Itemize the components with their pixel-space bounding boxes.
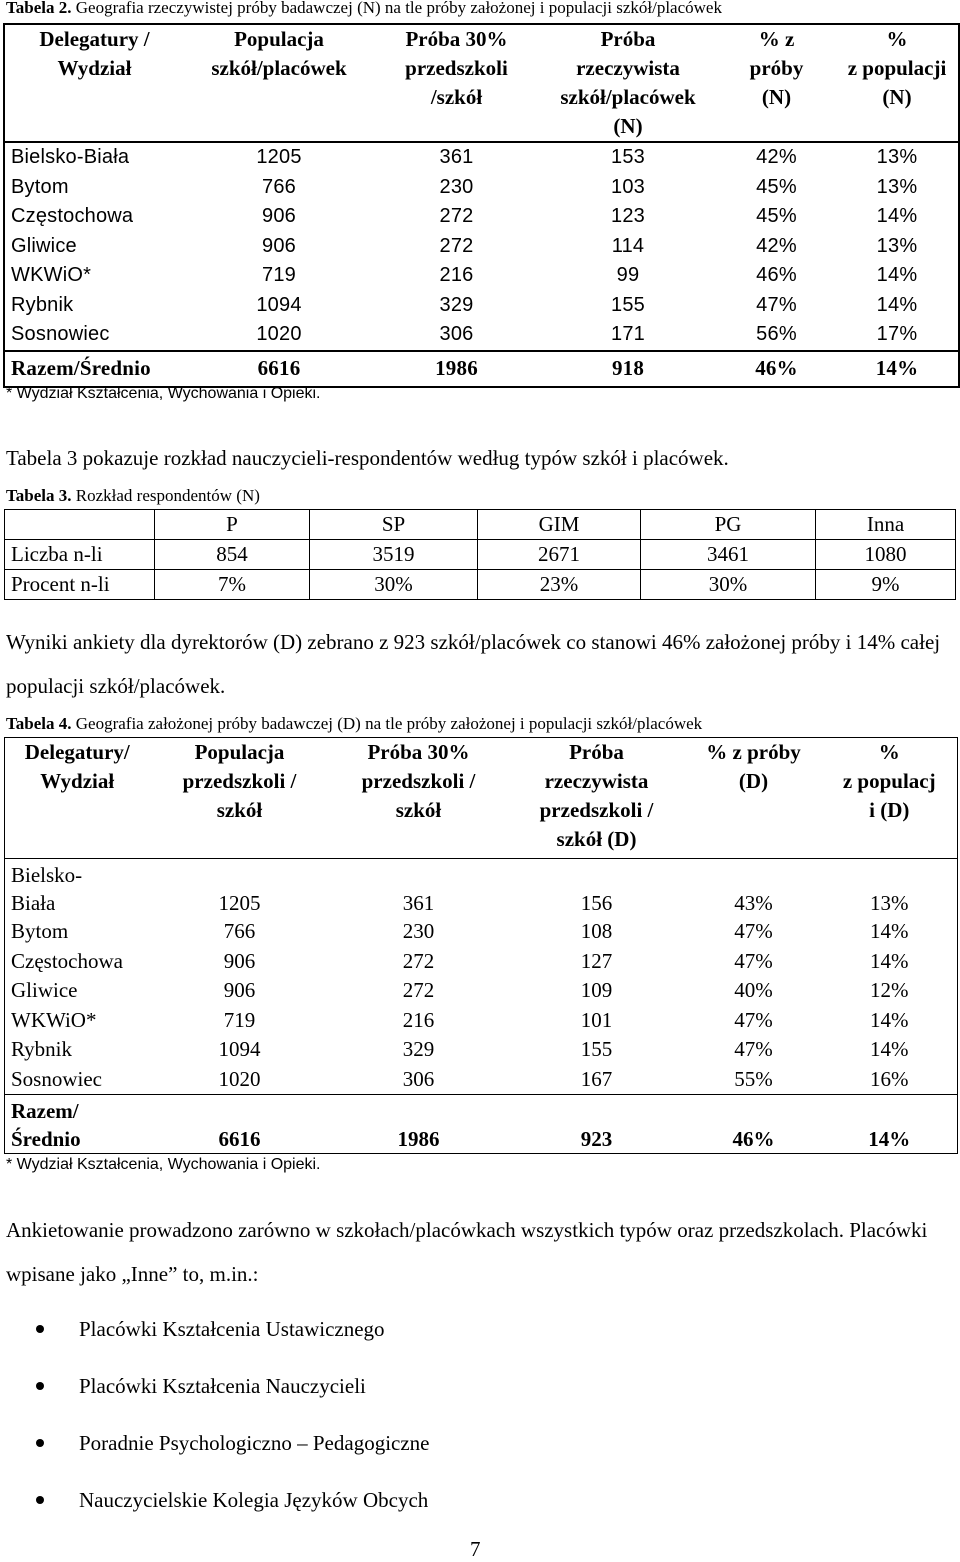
table-cell: 16% xyxy=(870,1066,909,1091)
header-line: Próba 30% xyxy=(405,27,508,51)
table-cell: 766 xyxy=(262,175,296,198)
table-cell: Rybnik xyxy=(11,1037,73,1062)
table-cell: 153 xyxy=(611,146,645,169)
table-cell: 155 xyxy=(580,1037,613,1062)
table4-caption xyxy=(6,714,702,734)
table-cell: 361 xyxy=(402,891,435,915)
table-cell xyxy=(5,1095,150,1154)
cell-line: Razem/ xyxy=(11,1099,79,1123)
header-line: przedszkoli xyxy=(405,56,508,80)
table3-header-cell: SP xyxy=(310,510,478,540)
table-cell: 114 xyxy=(611,234,645,257)
table-cell: 47% xyxy=(734,1007,773,1032)
table3-caption xyxy=(6,486,260,506)
header-line: szkół xyxy=(216,798,263,822)
table-cell: 329 xyxy=(439,293,474,316)
table-cell: 46% xyxy=(686,1095,822,1154)
paragraph-survey-types: Ankietowanie prowadzono zarówno w szkołach/placówkach wszystkich typów oraz przedszkolach. Placówki wpisane jako „Inne” to, m.in.: xyxy=(6,1218,928,1286)
table-cell: 123 xyxy=(611,205,645,228)
table4-header-cell xyxy=(686,738,822,859)
header-line: % z xyxy=(758,27,795,51)
table-cell: 272 xyxy=(402,948,435,973)
table-cell: 216 xyxy=(402,1007,435,1032)
table-cell: 14% xyxy=(870,919,909,944)
table-cell: Liczba n-li xyxy=(5,540,155,570)
table4-body xyxy=(5,859,958,1154)
table-row xyxy=(5,1035,958,1065)
table-cell: 1020 xyxy=(218,1066,261,1091)
table2-header-row xyxy=(4,24,959,142)
table-cell: 719 xyxy=(223,1007,256,1032)
table4-header-cell xyxy=(822,738,958,859)
header-line: przedszkoli / xyxy=(182,769,297,793)
table2-header-cell xyxy=(4,24,184,142)
header-line: (D) xyxy=(738,769,769,793)
table2-header-cell xyxy=(539,24,717,142)
table-cell: WKWiO* xyxy=(11,264,92,287)
header-line: Wydział xyxy=(57,56,132,80)
table-cell: 127 xyxy=(580,948,613,973)
table3-caption-text: Rozkład respondentów (N) xyxy=(75,486,260,505)
table-cell: 47% xyxy=(734,948,773,973)
table-cell: 216 xyxy=(439,264,474,287)
table-cell: 47% xyxy=(756,293,797,316)
header-line: szkół xyxy=(395,798,442,822)
table-cell: 30% xyxy=(641,570,816,600)
table4-header-cell xyxy=(508,738,686,859)
list-item-text: Placówki Kształcenia Ustawicznego xyxy=(79,1317,385,1341)
table-cell: 906 xyxy=(262,205,296,228)
list-item xyxy=(34,1478,430,1535)
table-cell: Sosnowiec xyxy=(11,1066,102,1091)
table-cell: 230 xyxy=(439,175,474,198)
header-line: Delegatury / xyxy=(39,27,150,51)
table4-header-row xyxy=(5,738,958,859)
table-cell: 306 xyxy=(439,323,474,346)
table-cell: 46% xyxy=(756,264,797,287)
paragraph-directors: Wyniki ankiety dla dyrektorów (D) zebrano z 923 szkół/placówek co stanowi 46% założonej próby i 14% całej populacji szkół/placówek. xyxy=(6,630,941,698)
table-cell: 56% xyxy=(756,323,797,346)
table-cell: Razem/Średnio xyxy=(4,351,184,387)
table-cell: 40% xyxy=(734,978,773,1003)
table4-footnote: * Wydział Kształcenia, Wychowania i Opieki. xyxy=(6,1156,321,1173)
table-cell: 329 xyxy=(402,1037,435,1062)
header-line: % z próby xyxy=(706,740,801,764)
table2-header xyxy=(4,24,959,142)
header-line: Populacja xyxy=(194,740,285,764)
table-cell: 45% xyxy=(756,175,797,198)
list-item-text: Placówki Kształcenia Nauczycieli xyxy=(79,1374,366,1398)
table-cell: 1080 xyxy=(816,540,956,570)
bullet-list xyxy=(34,1307,430,1535)
list-item xyxy=(34,1421,430,1478)
table3-header-row xyxy=(5,510,956,540)
paragraph-table3-intro: Tabela 3 pokazuje rozkład nauczycieli-respondentów według typów szkół i placówek. xyxy=(6,446,729,470)
table4 xyxy=(4,737,958,1154)
table-row xyxy=(5,570,956,600)
list-item xyxy=(34,1307,430,1364)
table3-header-cell xyxy=(5,510,155,540)
header-line: z populacji xyxy=(847,56,947,80)
table-cell: 906 xyxy=(223,948,256,973)
table2-header-cell xyxy=(836,24,959,142)
table4-header-cell xyxy=(150,738,330,859)
table-cell: 6616 xyxy=(184,351,374,387)
table3-header-cell: PG xyxy=(641,510,816,540)
header-line: przedszkoli / xyxy=(361,769,476,793)
table-cell: 361 xyxy=(439,146,474,169)
table-cell: Sosnowiec xyxy=(11,323,110,346)
table-row xyxy=(4,173,959,203)
table3-header-cell: Inna xyxy=(816,510,956,540)
table-row xyxy=(5,1006,958,1036)
table4-caption-text: Geografia założonej próby badawczej (D) na tle próby założonej i populacji szkół/placówek xyxy=(75,714,703,733)
table-cell: 854 xyxy=(155,540,310,570)
table-cell: Procent n-li xyxy=(5,570,155,600)
table-cell: 923 xyxy=(508,1095,686,1154)
table-cell: 171 xyxy=(611,323,645,346)
table2-caption-text: Geografia rzeczywistej próby badawczej (N) na tle próby założonej i populacji szkół/placówek xyxy=(75,0,722,17)
header-line: (N) xyxy=(882,85,912,109)
table-cell: 101 xyxy=(580,1007,613,1032)
table-cell: 47% xyxy=(734,1037,773,1062)
header-line: % xyxy=(886,27,908,51)
table-cell: 1020 xyxy=(256,323,302,346)
table-cell: 14% xyxy=(870,1037,909,1062)
table-cell: 766 xyxy=(223,919,256,944)
table3-header-cell: P xyxy=(155,510,310,540)
table3 xyxy=(4,509,956,600)
header-line: rzeczywista xyxy=(576,56,680,80)
cell-line: Biała xyxy=(11,891,56,915)
table-cell: 17% xyxy=(876,323,918,346)
header-line: i (D) xyxy=(869,798,910,822)
table2-header-cell xyxy=(184,24,374,142)
header-line: Delegatury/ xyxy=(24,740,130,764)
header-line: szkół/placówek xyxy=(211,56,347,80)
table4-caption-label: Tabela 4. xyxy=(6,714,72,733)
table-cell: 2671 xyxy=(478,540,641,570)
table2-caption-label: Tabela 2. xyxy=(6,0,72,17)
table2-body xyxy=(4,142,959,387)
table-cell: Gliwice xyxy=(11,978,78,1003)
table-cell: 1094 xyxy=(256,293,302,316)
table-cell: 14% xyxy=(870,948,909,973)
table-cell: 1986 xyxy=(374,351,539,387)
table-total-row xyxy=(5,1095,958,1154)
table-row xyxy=(5,1065,958,1095)
table-row xyxy=(4,142,959,173)
header-line: /szkół xyxy=(430,85,483,109)
table-cell: 719 xyxy=(262,264,296,287)
table-cell: 14% xyxy=(876,293,918,316)
table-cell: 906 xyxy=(262,234,296,257)
table-row xyxy=(4,202,959,232)
table-row xyxy=(5,976,958,1006)
table-cell: 6616 xyxy=(150,1095,330,1154)
table3-header-cell: GIM xyxy=(478,510,641,540)
table-cell: 42% xyxy=(756,234,797,257)
table-cell: 918 xyxy=(539,351,717,387)
table-cell: 1205 xyxy=(218,891,261,915)
header-line: Próba 30% xyxy=(367,740,470,764)
table-cell: 306 xyxy=(402,1066,435,1091)
table2-footnote: * Wydział Kształcenia, Wychowania i Opieki. xyxy=(6,385,321,402)
table-cell: 43% xyxy=(734,891,773,915)
header-line: Wydział xyxy=(40,769,115,793)
bullet-icon xyxy=(36,1439,44,1447)
table-cell: 109 xyxy=(580,978,613,1003)
header-line: (N) xyxy=(613,114,643,138)
table-cell: Gliwice xyxy=(11,234,77,257)
table-cell: 14% xyxy=(836,351,959,387)
table-cell: 14% xyxy=(876,205,918,228)
table2 xyxy=(3,23,960,388)
table-cell: 103 xyxy=(611,175,645,198)
table-cell: 55% xyxy=(734,1066,773,1091)
table3-caption-label: Tabela 3. xyxy=(6,486,72,505)
table4-header-cell xyxy=(5,738,150,859)
table-cell: 46% xyxy=(717,351,836,387)
table-cell: 14% xyxy=(870,1007,909,1032)
table-cell: 272 xyxy=(402,978,435,1003)
table-cell: 13% xyxy=(876,146,918,169)
table-cell: 1094 xyxy=(218,1037,261,1062)
table-cell: 14% xyxy=(822,1095,958,1154)
table-cell: 3519 xyxy=(310,540,478,570)
header-line: próby xyxy=(749,56,804,80)
table-cell: 14% xyxy=(876,264,918,287)
table-cell: 13% xyxy=(876,175,918,198)
table-row xyxy=(5,917,958,947)
header-line: szkół (D) xyxy=(556,827,637,851)
table-cell: WKWiO* xyxy=(11,1007,97,1032)
bullet-icon xyxy=(36,1496,44,1504)
header-line: rzeczywista xyxy=(544,769,649,793)
table-cell xyxy=(5,859,150,918)
table-row xyxy=(4,232,959,262)
table-row xyxy=(4,261,959,291)
table-cell: 155 xyxy=(611,293,645,316)
table2-header-cell xyxy=(374,24,539,142)
table-cell: 99 xyxy=(616,264,640,287)
table-cell: 1986 xyxy=(330,1095,508,1154)
header-line: % xyxy=(878,740,900,764)
table-cell: 45% xyxy=(756,205,797,228)
table-row xyxy=(4,291,959,321)
header-line: Próba xyxy=(600,27,656,51)
header-line: Populacja xyxy=(234,27,324,51)
table-row xyxy=(5,947,958,977)
table2-caption xyxy=(6,0,722,18)
table-cell: 156 xyxy=(580,891,613,915)
table-cell: 108 xyxy=(580,919,613,944)
header-line: szkół/placówek xyxy=(560,85,696,109)
table-cell: Częstochowa xyxy=(11,948,123,973)
table-cell: 23% xyxy=(478,570,641,600)
table-cell: 42% xyxy=(756,146,797,169)
header-line: Próba xyxy=(569,740,624,764)
table-row xyxy=(5,540,956,570)
table-cell: Bytom xyxy=(11,919,69,944)
header-line: (N) xyxy=(761,85,792,109)
table-cell: 272 xyxy=(439,205,474,228)
table-cell: Rybnik xyxy=(11,293,74,316)
table3-body xyxy=(5,510,956,600)
table-cell: 12% xyxy=(870,978,909,1003)
bullet-icon xyxy=(36,1382,44,1390)
table-cell: 9% xyxy=(816,570,956,600)
list-item xyxy=(34,1364,430,1421)
cell-line: Bielsko- xyxy=(11,863,83,887)
table-cell: 3461 xyxy=(641,540,816,570)
table-cell: 272 xyxy=(439,234,474,257)
table-row xyxy=(5,859,958,918)
bullet-icon xyxy=(36,1325,44,1333)
table2-header-cell xyxy=(717,24,836,142)
table-cell: 167 xyxy=(580,1066,613,1091)
page-number: 7 xyxy=(470,1537,481,1561)
list-item-text: Poradnie Psychologiczno – Pedagogiczne xyxy=(79,1431,430,1455)
cell-line: Średnio xyxy=(11,1127,81,1151)
table-cell: 906 xyxy=(223,978,256,1003)
table-cell: 47% xyxy=(734,919,773,944)
table-cell: 13% xyxy=(870,891,909,915)
table-cell: Bytom xyxy=(11,175,69,198)
list-item-text: Nauczycielskie Kolegia Języków Obcych xyxy=(79,1488,429,1512)
table-cell: 230 xyxy=(402,919,435,944)
header-line: przedszkoli / xyxy=(539,798,654,822)
header-line: z populacj xyxy=(842,769,936,793)
table-cell: Częstochowa xyxy=(11,205,134,228)
table4-header xyxy=(5,738,958,859)
table-total-row xyxy=(4,351,959,387)
table-cell: Bielsko-Biała xyxy=(11,146,130,169)
table-cell: 30% xyxy=(310,570,478,600)
table-row xyxy=(4,320,959,351)
table4-header-cell xyxy=(330,738,508,859)
table-cell: 1205 xyxy=(256,146,302,169)
table-cell: 13% xyxy=(876,234,918,257)
table-cell: 7% xyxy=(155,570,310,600)
